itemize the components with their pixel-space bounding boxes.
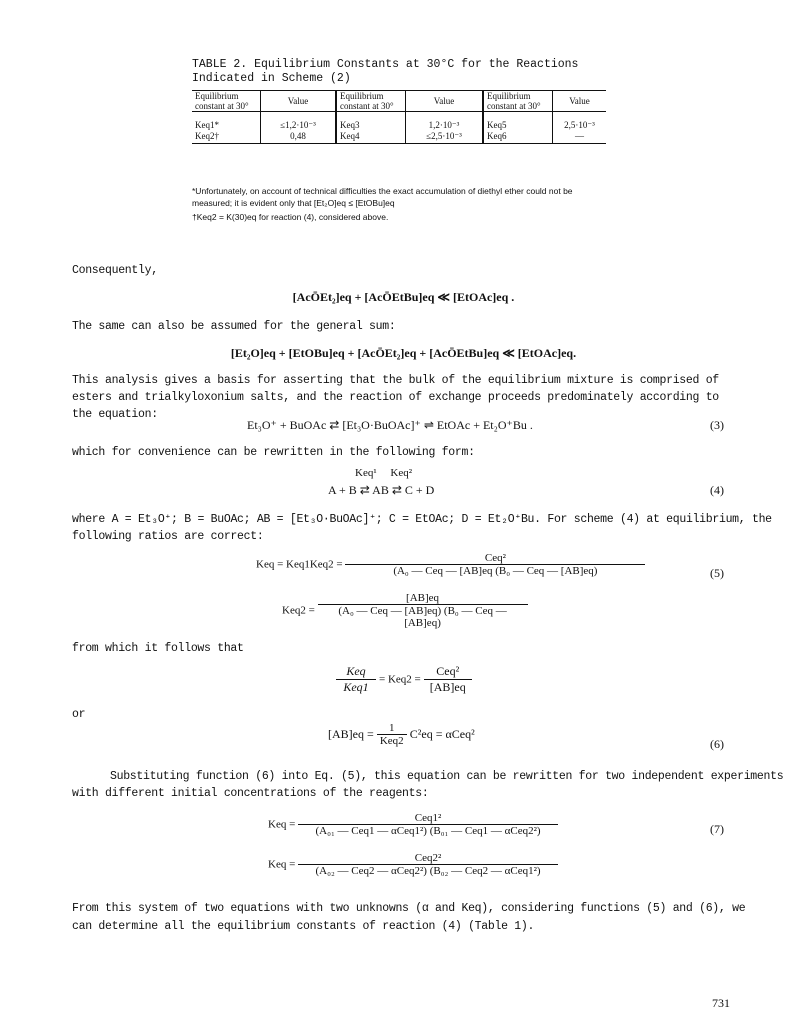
equation-4: A + B ⇄ AB ⇄ C + D: [328, 483, 435, 497]
table-header-value: Value: [406, 91, 484, 112]
table-row: Keq1* ≤1,2·10⁻³ Keq3 1,2·10⁻³ Keq5 2,5·10⁻³: [192, 112, 606, 132]
paragraph-follows: from which it follows that: [72, 642, 244, 655]
equation-6-number: (6): [710, 737, 724, 751]
table-header-constant: Equilibrium constant at 30°: [336, 91, 406, 112]
table-header-value: Value: [261, 91, 337, 112]
equilibrium-table: [192, 90, 606, 144]
table-header-value: Value: [569, 96, 590, 106]
equation-3: Et₃O⁺ + BuOAc ⇄ [Et₃O·BuOAc]⁺ ⇌ EtOAc + Et₂O⁺Bu .: [247, 418, 533, 432]
table-row: Keq2† 0,48 Keq4 ≤2,5·10⁻³ Keq6 —: [192, 131, 606, 144]
paragraph-analysis: This analysis gives a basis for asserting that the bulk of the equilibrium mixture is comprised of esters and trialkyloxonium salts, and the reaction of exchange proceeds predominately according to the equation:: [72, 374, 719, 421]
paragraph-where-2: following ratios are correct:: [72, 530, 264, 543]
equation-4-constants: Keq¹ Keq²: [355, 467, 412, 479]
equation-7-number: (7): [710, 822, 724, 836]
paragraph-substituting-2: with different initial concentrations of the reagents:: [72, 787, 429, 800]
paragraph-final-1: From this system of two equations with two unknowns (α and Keq), considering functions (5) and (6), we: [72, 902, 746, 915]
table-header-constant: Equilibrium constant at 30°: [192, 91, 261, 112]
table-caption: TABLE 2. Equilibrium Constants at 30°C for the Reactions Indicated in Scheme (2): [192, 58, 579, 85]
page-number: 731: [712, 996, 730, 1010]
equation-3-number: (3): [710, 418, 724, 432]
equation-ratio: $\frac{\text{Keq}}{\text{Keq1}}$ = Keq2 = $\frac{\text{Ceq²}}{[AB]eq}$: [336, 664, 472, 695]
equation-5a: Keq = Keq1Keq2 = $\frac{\text{Ceq²}}{\text{(A₀ — Ceq — [AB]eq (B₀ — Ceq — [AB]eq)}}$: [256, 552, 645, 577]
equation-7b: Keq = $\frac{\text{Ceq2²}}{\text{(A₀₂ — Ceq2 — αCeq2²) (B₀₂ — Ceq2 — αCeq1²)}}$: [268, 852, 558, 877]
equation-4-number: (4): [710, 483, 724, 497]
table-header-constant: Equilibrium constant at 30°: [483, 91, 553, 112]
equation-5b: Keq2 = $\frac{[AB]eq}{\text{(A₀ — Ceq — [AB]eq) (B₀ — Ceq — [AB]eq)}}$: [282, 592, 528, 629]
equation-5-number: (5): [710, 566, 724, 580]
paragraph-same-assumed: The same can also be assumed for the general sum:: [72, 320, 396, 333]
paragraph-where-1: where A = Et₃O⁺; B = BuOAc; AB = [Et₃O·BuOAc]⁺; C = EtOAc; D = Et₂O⁺Bu. For scheme (4) at equilibrium, the: [72, 513, 772, 526]
equation-sum-2: [Et₂O]eq + [EtOBu]eq + [AcŌEt₂]eq + [AcŌEtBu]eq ≪ [EtOAc]eq.: [230, 346, 577, 360]
table-footnote-2: †Keq2 = K(30)eq for reaction (4), considered above.: [192, 212, 389, 222]
paragraph-final-2: can determine all the equilibrium constants of reaction (4) (Table 1).: [72, 920, 535, 933]
equation-6: [AB]eq = $\frac{1}{\text{Keq2}}$ C²eq = αCeq²: [328, 722, 475, 747]
equation-7a: Keq = $\frac{\text{Ceq1²}}{\text{(A₀₁ — Ceq1 — αCeq1²) (B₀₁ — Ceq1 — αCeq2²)}}$: [268, 812, 558, 837]
paragraph-consequently: Consequently,: [72, 264, 158, 277]
paragraph-rewritten: which for convenience can be rewritten in the following form:: [72, 446, 475, 459]
paragraph-or: or: [72, 708, 86, 721]
table-footnote-1: *Unfortunately, on account of technical difficulties the exact accumulation of diethyl ether could not be measured; it is evident only that [Et₂O]eq ≤ [EtOBu]eq: [192, 186, 573, 208]
paragraph-substituting-1: Substituting function (6) into Eq. (5), this equation can be rewritten for two independent experiments: [110, 770, 784, 783]
equation-sum-1: [AcŌEt₂]eq + [AcŌEtBu]eq ≪ [EtOAc]eq .: [292, 290, 515, 304]
